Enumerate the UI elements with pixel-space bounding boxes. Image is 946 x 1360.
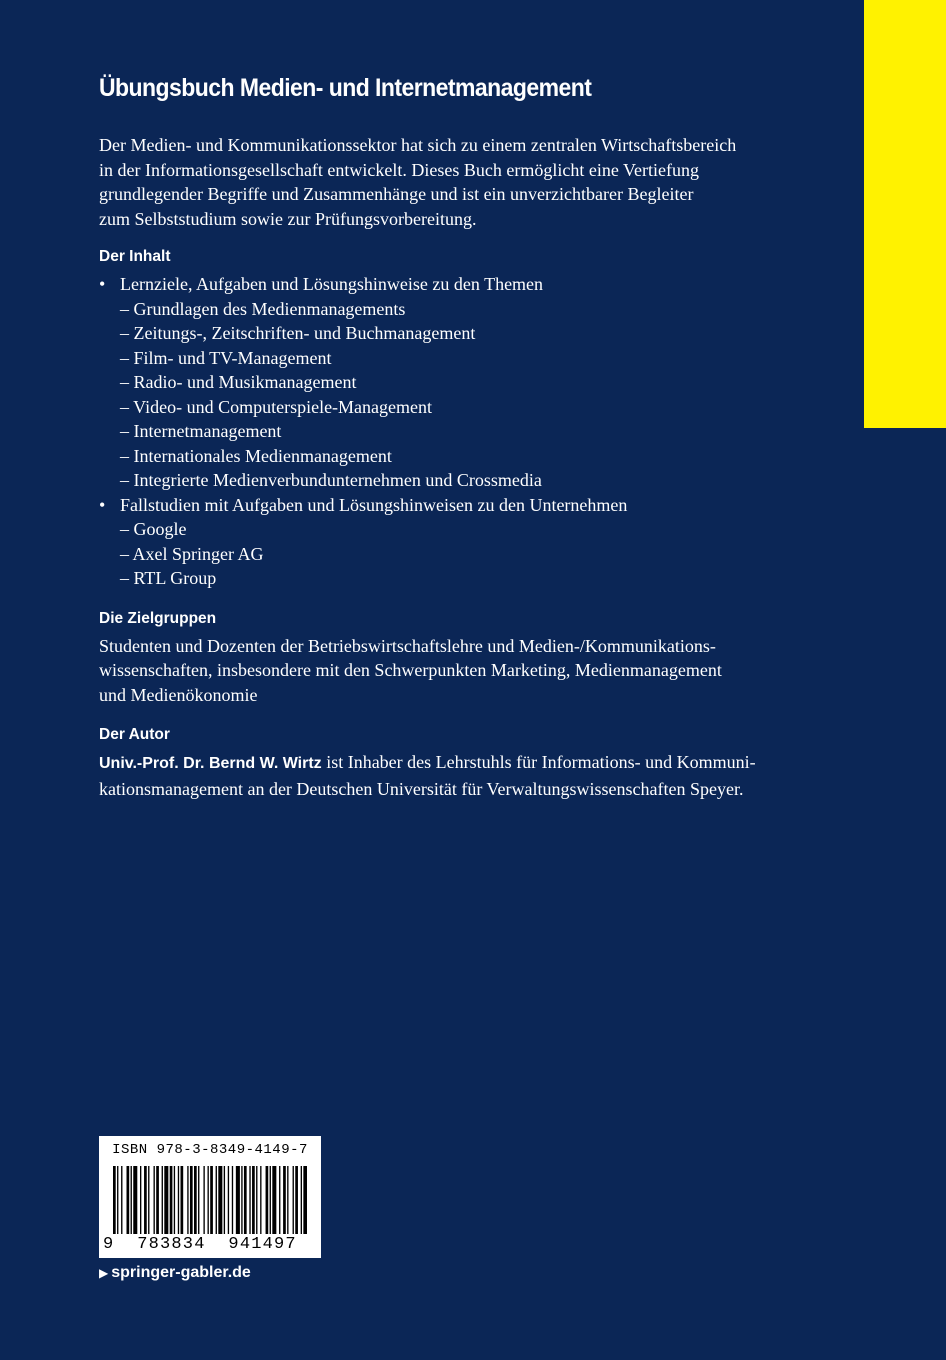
author-heading: Der Autor <box>99 726 170 743</box>
contents-subitem: – Internetmanagement <box>120 421 282 441</box>
author-line <box>99 750 779 777</box>
contents-list <box>99 272 779 591</box>
intro-paragraph <box>99 133 779 231</box>
accent-band <box>864 0 946 428</box>
contents-heading: Der Inhalt <box>99 248 171 265</box>
contents-subitem: – RTL Group <box>120 568 217 588</box>
intro-line: zum Selbststudium sowie zur Prüfungsvorbereitung. <box>99 208 477 229</box>
contents-item <box>99 493 779 591</box>
website-label: springer-gabler.de <box>111 1264 251 1281</box>
isbn-barcode <box>99 1136 321 1258</box>
author-paragraph <box>99 750 779 801</box>
barcode-bars <box>113 1166 307 1238</box>
contents-subitem: – Google <box>120 519 187 539</box>
intro-line: in der Informationsgesellschaft entwickelt. Dieses Buch ermöglicht eine Vertiefung <box>99 159 699 180</box>
target-heading: Die Zielgruppen <box>99 609 217 627</box>
contents-subitem: – Grundlagen des Medienmanagements <box>120 298 406 319</box>
bullet-icon: • <box>99 274 106 294</box>
contents-subitem: – Internationales Medienmanagement <box>120 445 392 466</box>
contents-subitem: – Video- und Computerspiele-Management <box>120 396 433 417</box>
intro-line: Der Medien- und Kommunikationssektor hat sich zu einem zentralen Wirtschaftsbereich <box>99 135 737 155</box>
contents-subitem: – Zeitungs-, Zeitschriften- und Buchmanagement <box>120 323 476 343</box>
contents-item-label: Lernziele, Aufgaben und Lösungshinweise zu den Themen <box>120 274 544 294</box>
contents-item <box>99 272 779 493</box>
back-cover-text <box>99 70 779 801</box>
intro-line: grundlegender Begriffe und Zusammenhänge und ist ein unverzichtbarer Begleiter <box>99 184 694 204</box>
target-line: und Medienökonomie <box>99 684 258 705</box>
author-name: Univ.-Prof. Dr. Bernd W. Wirtz <box>99 755 322 772</box>
isbn-number: ISBN 978-3-8349-4149-7 <box>112 1142 308 1158</box>
contents-subitem: – Film- und TV-Management <box>120 347 332 368</box>
target-paragraph <box>99 634 779 708</box>
ean-digits: 9 783834 941497 <box>103 1235 297 1254</box>
target-line: wissenschaften, insbesondere mit den Schwerpunkten Marketing, Medienmanagement <box>99 660 722 680</box>
book-title: Übungsbuch Medien- und Internetmanagement <box>99 74 592 102</box>
author-line-rest: ist Inhaber des Lehrstuhls für Informations- und Kommuni- <box>321 752 756 772</box>
author-line: kationsmanagement an der Deutschen Universität für Verwaltungswissenschaften Speyer. <box>99 778 744 799</box>
website-link[interactable] <box>99 1264 251 1282</box>
contents-subitem: – Axel Springer AG <box>120 543 264 564</box>
target-line: Studenten und Dozenten der Betriebswirtschaftslehre und Medien-/Kommunikations- <box>99 635 716 656</box>
contents-sublist <box>120 517 779 591</box>
bullet-icon: • <box>99 494 106 515</box>
arrow-right-icon: ▶ <box>99 1266 109 1280</box>
contents-sublist <box>120 297 779 493</box>
contents-item-label: Fallstudien mit Aufgaben und Lösungshinweisen zu den Unternehmen <box>120 494 628 515</box>
contents-subitem: – Radio- und Musikmanagement <box>120 372 357 392</box>
contents-subitem: – Integrierte Medienverbundunternehmen und Crossmedia <box>120 470 542 490</box>
